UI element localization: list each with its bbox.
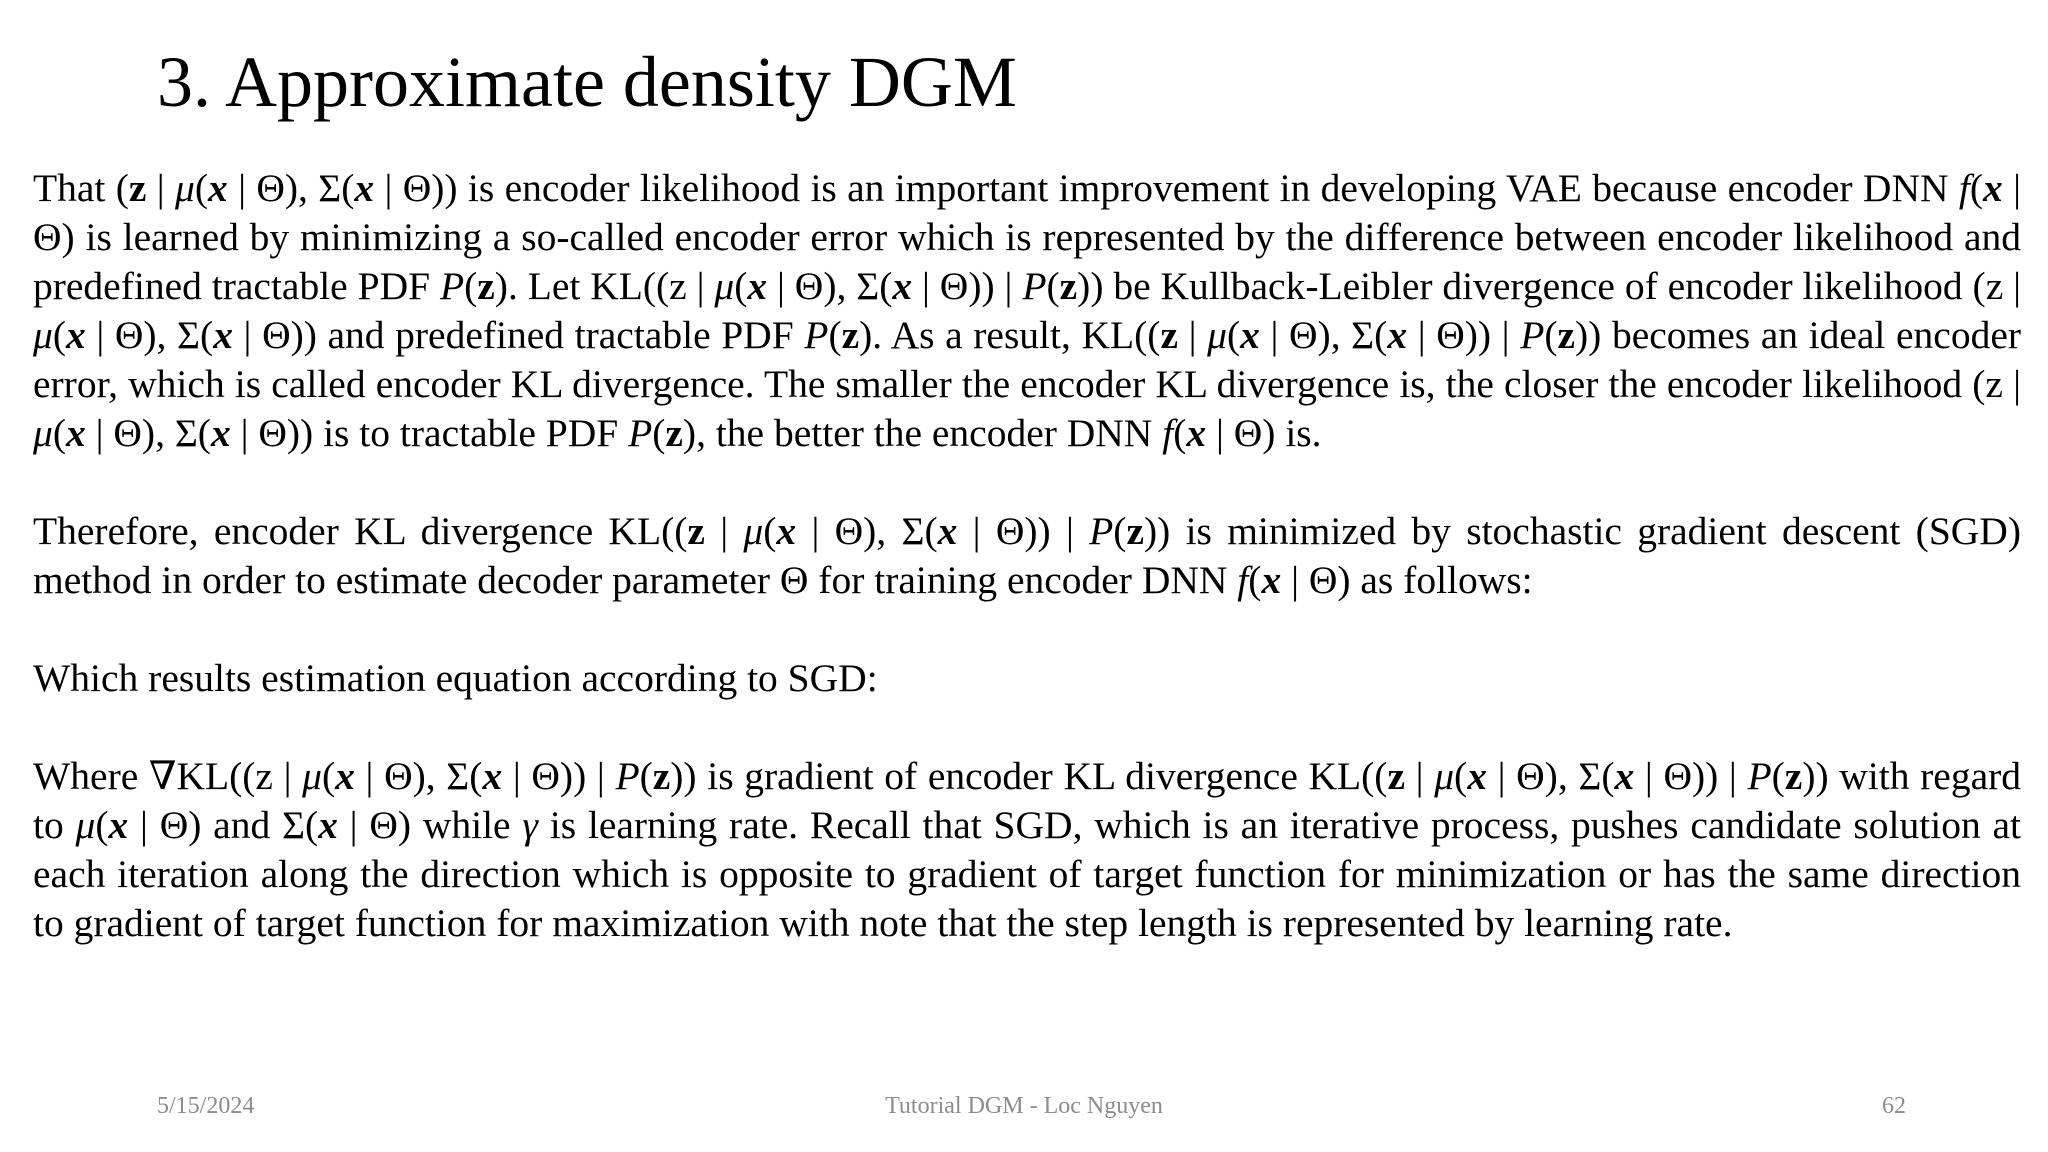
text-run: z: [1059, 264, 1078, 308]
text-run: z: [1160, 313, 1179, 357]
text-run: x: [892, 264, 913, 308]
text-run: That (: [33, 166, 129, 210]
text-run: z: [1784, 754, 1803, 798]
text-run: |: [1178, 313, 1208, 357]
text-run: |: [704, 509, 744, 553]
text-run: | Θ)) |: [1407, 313, 1521, 357]
text-run: z: [841, 313, 860, 357]
text-run: x: [776, 509, 797, 553]
text-run: μ: [743, 509, 764, 553]
text-run: )) is gradient of encoder KL divergence KL((: [670, 754, 1388, 798]
text-run: μ: [33, 411, 53, 455]
text-run: | Θ)) is encoder likelihood is an important improvement in developing VAE because encoder DNN: [374, 166, 1959, 210]
text-run: x: [1240, 313, 1260, 357]
text-run: (: [1771, 754, 1785, 798]
text-run: P: [1022, 264, 1047, 308]
text-run: x: [65, 313, 86, 357]
text-run: x: [108, 803, 129, 847]
text-run: (: [639, 754, 653, 798]
paragraph-sgd-minimization: [33, 507, 2021, 605]
footer-title: Tutorial DGM - Loc Nguyen: [885, 1093, 1163, 1119]
text-run: z: [1387, 754, 1406, 798]
text-run: γ: [522, 803, 538, 847]
text-run: z: [128, 166, 147, 210]
text-run: (: [763, 509, 777, 553]
text-run: | Θ), Σ(: [227, 166, 355, 210]
text-run: | Θ) and Σ(: [128, 803, 319, 847]
text-run: P: [1747, 754, 1772, 798]
slide-title: 3. Approximate density DGM: [157, 42, 1017, 122]
text-run: (: [1248, 558, 1262, 602]
text-run: x: [1261, 558, 1282, 602]
text-run: (: [52, 411, 66, 455]
text-run: (: [1113, 509, 1127, 553]
text-run: |: [1405, 754, 1435, 798]
text-run: is learning rate. Recall that SGD, which is an iterative process, pushes candidate solution at each iteration along the direction which is opposite to gradient of target function for minimization or has the same direction to gradient of target function for maximization with note that the step length is represented by learning rate.: [33, 803, 2022, 945]
text-run: ). Let KL((z |: [494, 264, 715, 308]
text-run: z: [687, 509, 705, 553]
text-run: | Θ), Σ(: [1486, 754, 1615, 798]
paragraph-estimation-equation: [33, 654, 2021, 703]
text-run: x: [208, 166, 228, 210]
text-run: (: [1046, 264, 1060, 308]
text-run: (: [652, 411, 666, 455]
text-run: μ: [1434, 754, 1455, 798]
text-run: z: [477, 264, 495, 308]
text-run: )) is minimized by stochastic gradient descent (SGD) method in order to estimate decoder parameter Θ for training encoder DNN: [33, 509, 2021, 602]
text-run: z: [1557, 313, 1576, 357]
text-run: Which results estimation equation according to SGD:: [33, 656, 878, 700]
text-run: | Θ), Σ(: [767, 264, 893, 308]
text-run: x: [1983, 166, 2003, 210]
text-run: (: [52, 313, 66, 357]
text-run: | Θ), Σ(: [796, 509, 938, 553]
text-run: (: [1544, 313, 1558, 357]
text-run: ). As a result, KL((: [859, 313, 1161, 357]
text-run: z: [665, 411, 683, 455]
footer-date: 5/15/2024: [157, 1093, 255, 1119]
text-run: x: [747, 264, 768, 308]
text-run: x: [65, 411, 86, 455]
text-run: | Θ)) |: [502, 754, 616, 798]
text-run: x: [1467, 754, 1487, 798]
text-run: | Θ) while: [337, 803, 523, 847]
text-run: x: [318, 803, 338, 847]
text-run: x: [1614, 754, 1635, 798]
text-run: (: [828, 313, 842, 357]
text-run: μ: [75, 803, 96, 847]
text-run: (: [1454, 754, 1468, 798]
text-run: )) be Kullback-Leibler divergence of encoder likelihood (z |: [1077, 264, 2022, 308]
text-run: | Θ), Σ(: [354, 754, 483, 798]
text-run: x: [335, 754, 355, 798]
text-run: x: [1387, 313, 1408, 357]
slide-body: [33, 164, 2021, 948]
text-run: (: [464, 264, 478, 308]
text-run: (: [322, 754, 336, 798]
text-run: μ: [33, 313, 53, 357]
text-run: | Θ)) |: [912, 264, 1023, 308]
text-run: (: [95, 803, 109, 847]
text-run: x: [213, 313, 233, 357]
text-run: | Θ), Σ(: [85, 411, 211, 455]
text-run: (: [1969, 166, 1983, 210]
text-run: x: [210, 411, 231, 455]
text-run: | Θ) is learned by minimizing a so-called encoder error which is represented by the difference between encoder likelihood and predefined tractable PDF: [33, 166, 2021, 308]
text-run: | Θ) is.: [1206, 411, 1322, 455]
text-run: )) becomes an ideal encoder error, which is called encoder KL divergence. The smaller the encoder KL divergence is, the closer the encoder likelihood (z |: [33, 313, 2022, 406]
text-run: | Θ) as follows:: [1281, 558, 1533, 602]
text-run: P: [1089, 509, 1114, 553]
text-run: P: [1520, 313, 1545, 357]
text-run: | Θ)) and predefined tractable PDF: [232, 313, 805, 357]
paragraph-gradient-explanation: [33, 752, 2021, 948]
page-number: 62: [1882, 1093, 1906, 1119]
text-run: f: [1958, 166, 1970, 210]
text-run: μ: [1207, 313, 1227, 357]
text-run: (: [1226, 313, 1241, 357]
text-run: z: [652, 754, 671, 798]
text-run: ), the better the encoder DNN: [682, 411, 1163, 455]
text-run: | Θ)) |: [957, 509, 1090, 553]
text-run: | Θ), Σ(: [1259, 313, 1388, 357]
text-run: x: [1186, 411, 1207, 455]
text-run: |: [146, 166, 176, 210]
paragraph-encoder-likelihood: [33, 164, 2021, 458]
text-run: P: [615, 754, 640, 798]
text-run: )) with regard to: [33, 754, 2022, 847]
text-run: μ: [302, 754, 322, 798]
text-run: P: [628, 411, 653, 455]
text-run: | Θ), Σ(: [85, 313, 214, 357]
text-run: (: [194, 166, 209, 210]
text-run: Where ∇KL((z |: [33, 754, 303, 798]
text-run: f: [1237, 558, 1249, 602]
text-run: μ: [175, 166, 195, 210]
text-run: f: [1162, 411, 1174, 455]
text-run: x: [482, 754, 503, 798]
text-run: z: [1126, 509, 1144, 553]
text-run: (: [734, 264, 748, 308]
text-run: x: [937, 509, 958, 553]
text-run: P: [804, 313, 829, 357]
text-run: (: [1173, 411, 1187, 455]
text-run: P: [439, 264, 465, 308]
text-run: Therefore, encoder KL divergence KL((: [33, 509, 688, 553]
text-run: x: [354, 166, 375, 210]
text-run: μ: [714, 264, 735, 308]
text-run: | Θ)) |: [1634, 754, 1748, 798]
text-run: | Θ)) is to tractable PDF: [230, 411, 629, 455]
